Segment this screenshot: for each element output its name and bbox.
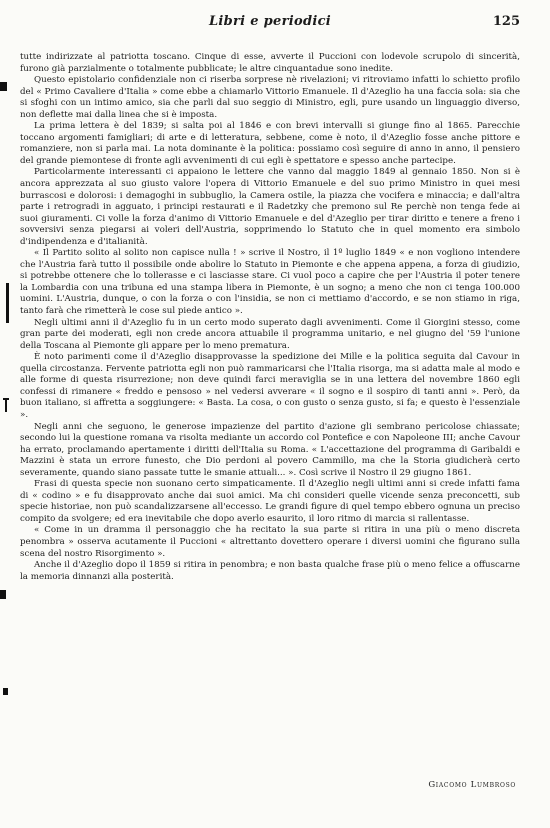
running-head-title: Libri e periodici (208, 14, 332, 29)
margin-mark (0, 590, 6, 599)
margin-mark (0, 82, 7, 91)
margin-mark (3, 688, 8, 695)
page-number: 125 (492, 14, 520, 29)
paragraph: È noto parimenti come il d'Azeglio disapprovasse la spedizione dei Mille e la politica seguita dal Cavour in quella circostanza. Fervente patriotta egli non può rammaricarsi che l'Italia risorga, ma si adatta male al modo e alle forme di questa risurrezione; non deve quindi farci meraviglia se in una lettera del novembre 1860 egli confessi di rimanere « freddo e pensoso » nel vedersi avverare « il sogno e il sospiro di tanti anni ». Però, da buon italiano, si affretta a soggiungere: « Basta. La cosa, o con gusto o senza gusto, si fa; e questo è l'essenziale ». (20, 352, 520, 420)
paragraph: Anche il d'Azeglio dopo il 1859 si ritira in penombra; e non basta qualche frase più o meno felice a offuscarne la memoria dinnanzi alla posterità. (20, 560, 520, 582)
article-body (20, 52, 520, 583)
paragraph: Frasi di questa specie non suonano certo simpaticamente. Il d'Azeglio negli ultimi anni si crede infatti fama di « codino » e fu disapprovato anche dai suoi amici. Ma chi consideri quelle vicende senza preconcetti, sub specie historiae, non può scandalizzarsene all'eccesso. Le grandi figure di quel tempo ebbero ognuna un preciso compito da svolgere; ed era inevitabile che dopo averlo esaurito, il loro ritmo di marcia si rallentasse. (20, 479, 520, 524)
paragraph: tutte indirizzate al patriotta toscano. Cinque di esse, avverte il Puccioni con lodevole scrupolo di sincerità, furono già parzialmente o totalmente pubblicate; le altre cinquantadue sono inedite. (20, 52, 520, 74)
margin-mark (5, 398, 7, 412)
paragraph: « Come in un dramma il personaggio che ha recitato la sua parte si ritira in una più o meno discreta penombra » osserva acutamente il Puccioni « altrettanto dovettero operare i diversi uomini che figurano sulla scena del nostro Risorgimento ». (20, 525, 520, 559)
paragraph: Negli anni che seguono, le generose impazienze del partito d'azione gli sembrano pericolose chiassate; secondo lui la questione romana va risolta mediante un accordo col Pontefice e con Napoleone III; anche Cavour ha errato, proclamando apertamente i diritti dell'Italia su Roma. « L'accettazione del programma di Garibaldi e Mazzini è stata un errore funesto, che Dio perdoni al povero Cammillo, ma che la Storia giudicherà certo severamente, quando siano passate tutte le smanie attuali... ». Così scrive il Nostro il 29 giugno 1861. (20, 421, 520, 478)
paragraph: La prima lettera è del 1839; si salta poi al 1846 e con brevi intervalli si giunge fino al 1865. Parecchie toccano argomenti famigliari; di arte e di letteratura, sebbene, come è noto, il d'Azeglio fosse anche pittore e romanziere, non si parla mai. La nota dominante è la politica: possiamo così seguire di anno in anno, il pensiero del grande piemontese di fronte agli avvenimenti di cui egli è spettatore e spesso anche partecipe. (20, 121, 520, 166)
page-header (20, 14, 520, 30)
paragraph: Questo epistolario confidenziale non ci riserba sorprese nè rivelazioni; vi ritroviamo infatti lo schietto profilo del « Primo Cavaliere d'Italia » come ebbe a chiamarlo Vittorio Emanuele. Il d'Azeglio ha una faccia sola: sia che si sfoghi con un intimo amico, sia che parli dal suo seggio di Ministro, egli, pure usando un linguaggio diverso, non deflette mai dalla linea che si è imposta. (20, 75, 520, 120)
paragraph: Particolarmente interessanti ci appaiono le lettere che vanno dal maggio 1849 al gennaio 1850. Non si è ancora apprezzata al suo giusto valore l'opera di Vittorio Emanuele e del suo primo Ministro in quei mesi burrascosi e dolorosi: i demagoghi in subbuglio, la Camera ostile, la piazza che vocifera e minaccia; e dall'altra parte i retrogradi in agguato, i principi restaurati e il Radetzky che premono sul Re perchè non tenga fede ai suoi giuramenti. Ci volle la forza d'animo di Vittorio Emanuele e del d'Azeglio per tirar diritto e tenere a freno i sovversivi senza piegarsi ai voleri dell'Austria, sopprimendo lo Statuto che in quel momento era simbolo d'indipendenza e d'italianità. (20, 167, 520, 247)
author-signature: Giacomo Lumbroso (428, 780, 516, 790)
margin-mark (6, 283, 9, 323)
paragraph: « Il Partito solito al solito non capisce nulla ! » scrive il Nostro, il 1º luglio 1849 « e non vogliono intendere che l'Austria farà tutto il possibile onde abolire lo Statuto in Piemonte e che appena appena, a forza di giudizio, si potrebbe ottenere che lo tollerasse e ci lasciasse stare. Ci vuol poco a capire che per l'Austria il poter tenere la Lombardia con una tribuna ed una stampa libera in Piemonte, è un sogno; a meno che non ci tenga 100.000 uomini. L'Austria, dunque, o con la forza o con l'insidia, se non ci mettiamo d'accordo, e se non stiamo in riga, tanto farà che rimetterà le cose sul piede antico ». (20, 248, 520, 317)
paragraph: Negli ultimi anni il d'Azeglio fu in un certo modo superato dagli avvenimenti. Come il Giorgini stesso, come gran parte dei moderati, egli non crede ancora attuabile il programma unitario, e nel giugno del '59 l'unione della Toscana al Piemonte gli appare per lo meno prematura. (20, 317, 520, 351)
